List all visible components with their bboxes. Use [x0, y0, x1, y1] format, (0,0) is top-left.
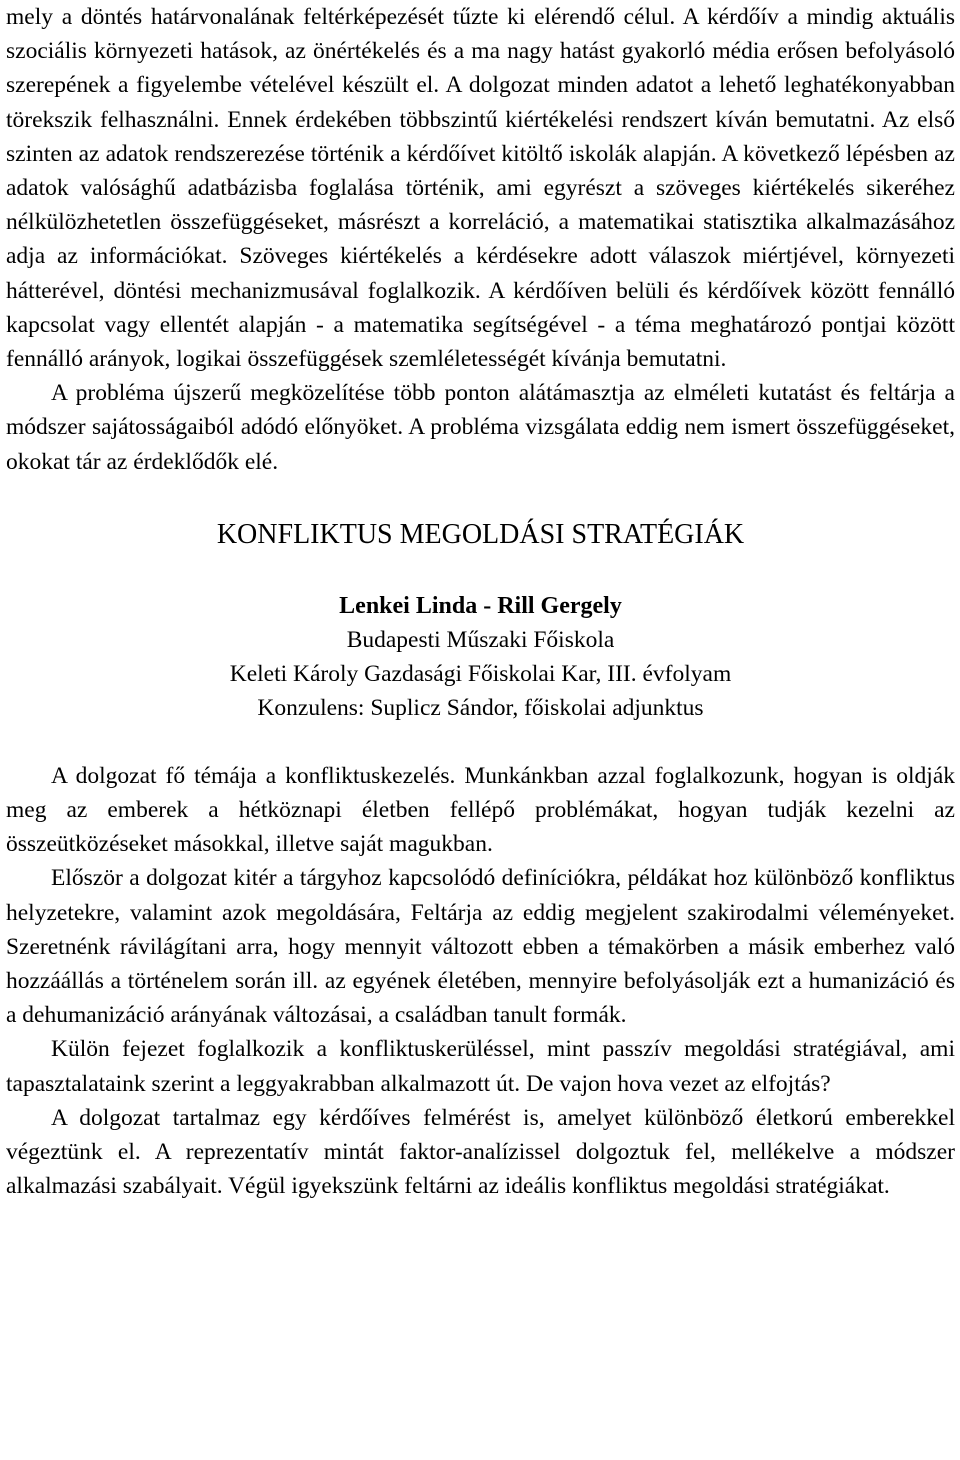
- article-advisor: Konzulens: Suplicz Sándor, főiskolai adjunktus: [257, 694, 704, 721]
- article-authors: Lenkei Linda - Rill Gergely: [339, 592, 622, 619]
- spacer: [6, 725, 955, 759]
- article-faculty: Keleti Károly Gazdasági Főiskolai Kar, III. évfolyam: [229, 660, 732, 687]
- article-paragraph-3: Külön fejezet foglalkozik a konfliktuskerüléssel, mint passzív megoldási stratégiával, ami tapasztalataink szerint a leggyakrabban alkalmazott út. De vajon hova vezet az elfojtás?: [6, 1036, 955, 1097]
- spacer: [6, 555, 955, 589]
- article-paragraph-1: A dolgozat fő témája a konfliktuskezelés. Munkánkban azzal foglalkozunk, hogyan is oldják meg az emberek a hétköznapi életben fellépő problémákat, hogyan tudják kezelni az összeütközéseket másokkal, illetve saját magukban.: [6, 762, 955, 858]
- spacer: [6, 479, 955, 515]
- document-page: [6, 0, 955, 1203]
- intro-paragraph-2: A probléma újszerű megközelítése több ponton alátámasztja az elméleti kutatást és feltárja a módszer sajátosságaiból adódó előnyöket. A probléma vizsgálata eddig nem ismert összefüggéseket, okokat tár az érdeklődők elé.: [6, 380, 955, 475]
- article-paragraph-2: Először a dolgozat kitér a tárgyhoz kapcsolódó definíciókra, példákat hoz különböző konfliktus helyzetekre, valamint azok megoldására, Feltárja az eddig megjelent szakirodalmi véleményeket. Szeretnénk rávilágítani arra, hogy mennyit változott ebben a témakörben a másik emberhez való hozzáállás a történelem során ill. az egyének életében, mennyire befolyásolják ezt a humanizáció és a dehumanizáció arányának változásai, a családban tanult formák.: [6, 865, 955, 1029]
- article-title: KONFLIKTUS MEGOLDÁSI STRATÉGIÁK: [216, 518, 745, 550]
- article-paragraph-4: A dolgozat tartalmaz egy kérdőíves felmérést is, amelyet különböző életkorú emberekkel végeztünk el. A reprezentatív mintát faktor-analízissel dolgoztuk fel, mellékelve a módszer alkalmazási szabályait. Végül igyekszünk feltárni az ideális konfliktus megoldási stratégiákat.: [6, 1104, 955, 1200]
- article-institution: Budapesti Műszaki Főiskola: [346, 626, 615, 653]
- intro-paragraph-1: mely a döntés határvonalának feltérképezését tűzte ki elérendő célul. A kérdőív a mindig aktuális szociális környezeti hatások, az önértékelés és a ma nagy hatást gyakorló média erősen befolyásoló szerepének a figyelembe vételével készült el. A dolgozat minden adatot a lehető leghatékonyabban törekszik felhasználni. Ennek érdekében többszintű kiértékelési rendszert kíván bemutatni. Az első szinten az adatok rendszerezése történik a kérdőívet kitöltő iskolák alapján. A következő lépésben az adatok valósághű adatbázisba foglalása történik, ami egyrészt a szöveges kiértékelés sikeréhez nélkülözhetetlen összefüggéseket, másrészt a korreláció, a matematikai statisztika alkalmazásához adja az információkat. Szöveges kiértékelés a kérdésekre adott válaszok miértjével, környezeti hátterével, döntési mechanizmusával foglalkozik. A kérdőíven belüli és kérdőívek között fennálló kapcsolat vagy ellentét alapján - a matematika segítségével - a téma meghatározó pontjai között fennálló arányok, logikai összefüggések szemléletességét kívánja bemutatni.: [6, 4, 955, 373]
